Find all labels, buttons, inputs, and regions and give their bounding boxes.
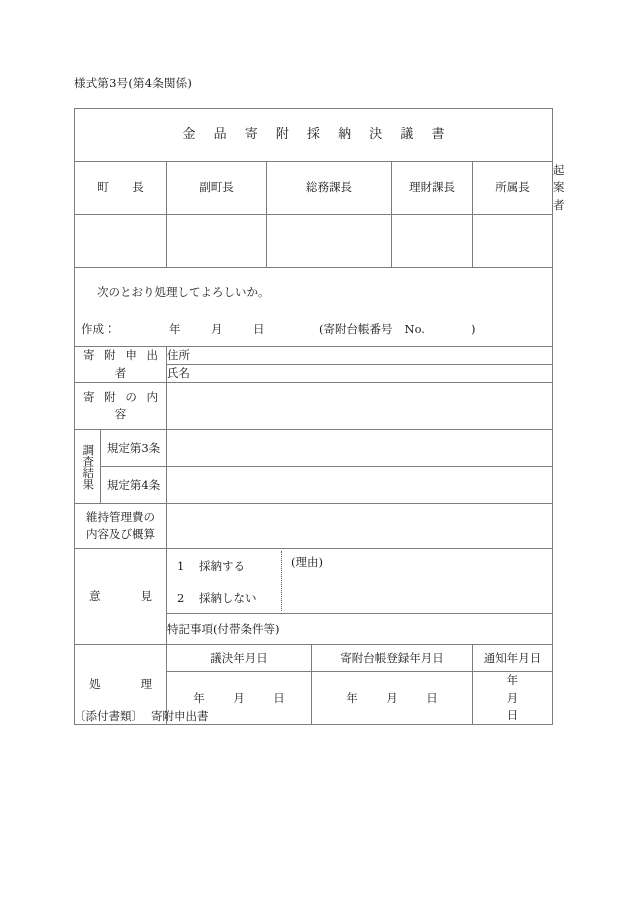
processing-label-left: 処 [89, 677, 101, 691]
creation-day-label: 日 [253, 321, 265, 336]
opinion-label-right: 見 [140, 589, 152, 604]
document-title: 金 品 寄 附 採 納 決 議 書 [182, 127, 452, 143]
creation-year-label: 年 [169, 321, 181, 336]
attachment-value: 寄附申出書 [151, 709, 209, 723]
opinion-label-left: 意 [89, 589, 101, 604]
approver-stamp-deputy-mayor[interactable] [167, 214, 267, 267]
notice-cell [75, 267, 553, 346]
approver-stamp-general-affairs-chief[interactable] [267, 214, 392, 267]
title-cell [75, 109, 553, 162]
maintenance-cost-label [75, 504, 167, 549]
opinion-option-list [177, 558, 257, 621]
opinion-dotted-divider [281, 551, 282, 611]
opinion-option-accept[interactable] [177, 558, 257, 575]
ledger-open-paren: (寄附台帳番号 [319, 321, 393, 336]
opinion-option-accept-text: 採納する [199, 559, 245, 574]
investigation-article3-value[interactable] [167, 430, 553, 467]
approver-header-row: 町 長 副町長 総務課長 理財課長 所属長 起案者 [75, 162, 553, 215]
donor-label: 寄 附 申 出 者 [75, 346, 167, 383]
creation-date-fields[interactable] [169, 321, 319, 338]
processing-ledger-registration-date-field[interactable] [312, 672, 473, 725]
form-number: 様式第3号(第4条関係) [74, 76, 193, 90]
approver-header-finance-chief: 理財課長 [392, 162, 473, 215]
creation-month-label: 月 [211, 321, 223, 336]
resolution-month-label: 月 [233, 690, 245, 705]
approver-stamp-finance-chief[interactable] [392, 214, 473, 267]
donation-content-label: 寄 附 の 内 容 [75, 383, 167, 430]
creation-label: 作成： [81, 321, 116, 336]
ledger-month-label: 月 [386, 690, 398, 705]
maintenance-label-line2: 内容及び概算 [86, 527, 155, 542]
donation-content-row [75, 383, 553, 430]
decision-form-table [74, 108, 565, 725]
notice-row [75, 267, 553, 346]
maintenance-cost-row [75, 504, 553, 549]
opinion-option-reject-number: 2 [177, 590, 185, 605]
maintenance-cost-value[interactable] [167, 504, 553, 549]
processing-notification-date-field[interactable] [473, 672, 553, 725]
approver-stamp-mayor[interactable] [75, 214, 167, 267]
attachment-label: 〔添付書類〕 [74, 709, 143, 723]
donor-address-label: 住所 [167, 347, 190, 362]
investigation-article4-value[interactable] [167, 467, 553, 504]
investigation-article4-row [75, 467, 553, 504]
ledger-day-label: 日 [426, 690, 438, 705]
investigation-article4-label: 規定第4条 [101, 467, 167, 504]
donor-name-label: 氏名 [167, 366, 190, 380]
ledger-number-group[interactable] [319, 321, 475, 338]
processing-header-row [75, 645, 553, 672]
opinion-options-cell [167, 549, 553, 614]
approver-header-division-head: 所属長 [473, 162, 553, 215]
donation-content-value[interactable] [167, 383, 553, 430]
notification-year-label: 年 [506, 673, 519, 688]
investigation-article3-row [75, 430, 553, 467]
title-row [75, 109, 553, 162]
approver-header-mayor: 町 長 [75, 162, 167, 215]
processing-header-resolution-date: 議決年月日 [167, 645, 312, 672]
processing-label-right: 理 [140, 677, 152, 691]
ledger-year-label: 年 [346, 690, 358, 705]
donor-name-cell[interactable] [167, 365, 553, 383]
opinion-option-reject-text: 採納しない [199, 590, 257, 605]
approver-stamp-division-head[interactable] [473, 214, 553, 267]
opinion-label [75, 549, 167, 645]
ledger-no-label: No. [404, 321, 425, 336]
donor-address-row [75, 346, 553, 364]
notification-day-label: 日 [506, 707, 519, 722]
notice-text: 次のとおり処理してよろしいか。 [97, 284, 270, 299]
opinion-reason-label: (理由) [291, 555, 323, 570]
investigation-article3-label: 規定第3条 [101, 430, 167, 467]
opinion-option-accept-number: 1 [177, 559, 185, 574]
ledger-close-paren: ) [470, 321, 476, 336]
opinion-note-label: 特記事項(付帯条件等) [167, 621, 280, 636]
approver-header-general-affairs-chief: 総務課長 [267, 162, 392, 215]
opinion-options-row [75, 549, 553, 614]
opinion-option-reject[interactable] [177, 590, 257, 607]
processing-header-notification-date: 通知年月日 [473, 645, 553, 672]
notification-month-label: 月 [506, 690, 519, 705]
processing-header-ledger-registration-date: 寄附台帳登録年月日 [312, 645, 473, 672]
approver-signature-row [75, 214, 553, 267]
approver-header-deputy-mayor: 副町長 [167, 162, 267, 215]
resolution-year-label: 年 [193, 690, 205, 705]
creation-date-line [81, 321, 547, 338]
attachment-note [74, 708, 209, 724]
resolution-day-label: 日 [273, 690, 285, 705]
investigation-label: 調査結果 [75, 430, 101, 504]
donor-address-cell[interactable] [167, 346, 553, 364]
maintenance-label-line1: 維持管理費の [86, 510, 155, 524]
